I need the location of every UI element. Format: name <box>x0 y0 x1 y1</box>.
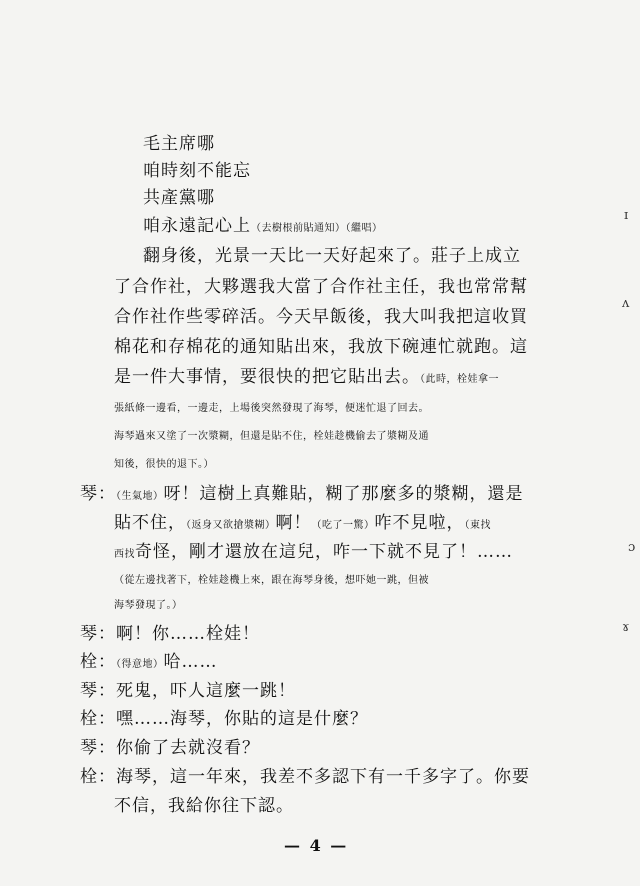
margin-mark-icon: ɪ <box>624 208 629 223</box>
speaker-label: 琴 <box>80 681 98 701</box>
verse-line-4: 咱永遠記心上（去樹根前貼通知）（繼唱） <box>143 216 383 236</box>
stage-direction-5: 海琴發現了。） <box>114 600 183 611</box>
speaker-label: 栓 <box>80 709 98 729</box>
prose-line-2: 了合作社，大夥選我大當了合作社主任，我也常常幫 <box>114 277 528 297</box>
speaker-label: 琴 <box>80 624 98 644</box>
prose-line-1: 翻身後，光景一天比一天好起來了。莊子上成立 <box>143 246 521 266</box>
speaker-label: 栓 <box>80 767 98 787</box>
stage-direction-1: 張紙條一邊看，一邊走，上場後突然發現了海琴，便迷忙退了回去。 <box>114 403 429 414</box>
margin-mark-icon: ɔ <box>628 540 636 555</box>
dialogue-line-shuan-3: 栓：海琴，這一年來，我差不多認下有一千多字了。你要 <box>80 767 530 787</box>
margin-mark-icon: ɤ <box>622 620 630 635</box>
dialogue-line-qin-4: 琴：你偷了去就沒看？ <box>80 738 260 758</box>
prose-line-5: 是一件大事情，要很快的把它貼出去。（此時，栓娃拿一 <box>114 367 499 387</box>
prose-line-3: 合作社作些零碎活。今天早飯後，我大叫我把這收買 <box>114 307 528 327</box>
verse-line-3: 共產黨哪 <box>143 188 215 208</box>
stage-direction-2: 海琴過來又塗了一次漿糊，但還是貼不住，栓娃趁機偷去了漿糊及通 <box>114 431 429 442</box>
dialogue-line-qin-3: 琴：死鬼，吓人這麼一跳！ <box>80 681 296 701</box>
margin-mark-icon: ʌ <box>622 296 630 311</box>
dialogue-line-qin-2: 琴：啊！你……栓娃！ <box>80 624 260 644</box>
page-number: — 4 — <box>284 836 349 855</box>
speaker-label: 栓 <box>80 652 98 672</box>
speaker-label: 琴 <box>80 738 98 758</box>
dialogue-line-shuan-1: 栓：（得意地）哈…… <box>80 652 218 672</box>
prose-line-4: 棉花和存棉花的通知貼出來，我放下碗連忙就跑。這 <box>114 337 528 357</box>
dialogue-continuation-1: 貼不住，（返身又欲搶漿糊）啊！（吃了一驚）咋不見啦，（東找 <box>114 513 491 533</box>
speaker-label: 琴 <box>80 484 98 504</box>
stage-direction-3: 知後，很快的退下。） <box>114 459 214 470</box>
verse-line-2: 咱時刻不能忘 <box>143 161 251 181</box>
verse-line-1: 毛主席哪 <box>143 134 215 154</box>
dialogue-continuation-3: 不信，我給你往下認。 <box>114 796 294 816</box>
dialogue-line-shuan-2: 栓：嘿……海琴，你貼的這是什麼？ <box>80 709 368 729</box>
stage-direction-4: （從左邊找著下，栓娃趁機上來，跟在海琴身後，想吓她一跳，但被 <box>114 575 429 586</box>
dialogue-continuation-2: 西找奇怪，剛才還放在這兒，咋一下就不見了！…… <box>114 542 513 562</box>
dialogue-line-qin-1: 琴：（生氣地）呀！這樹上真難貼，糊了那麼多的漿糊，還是 <box>80 484 524 504</box>
